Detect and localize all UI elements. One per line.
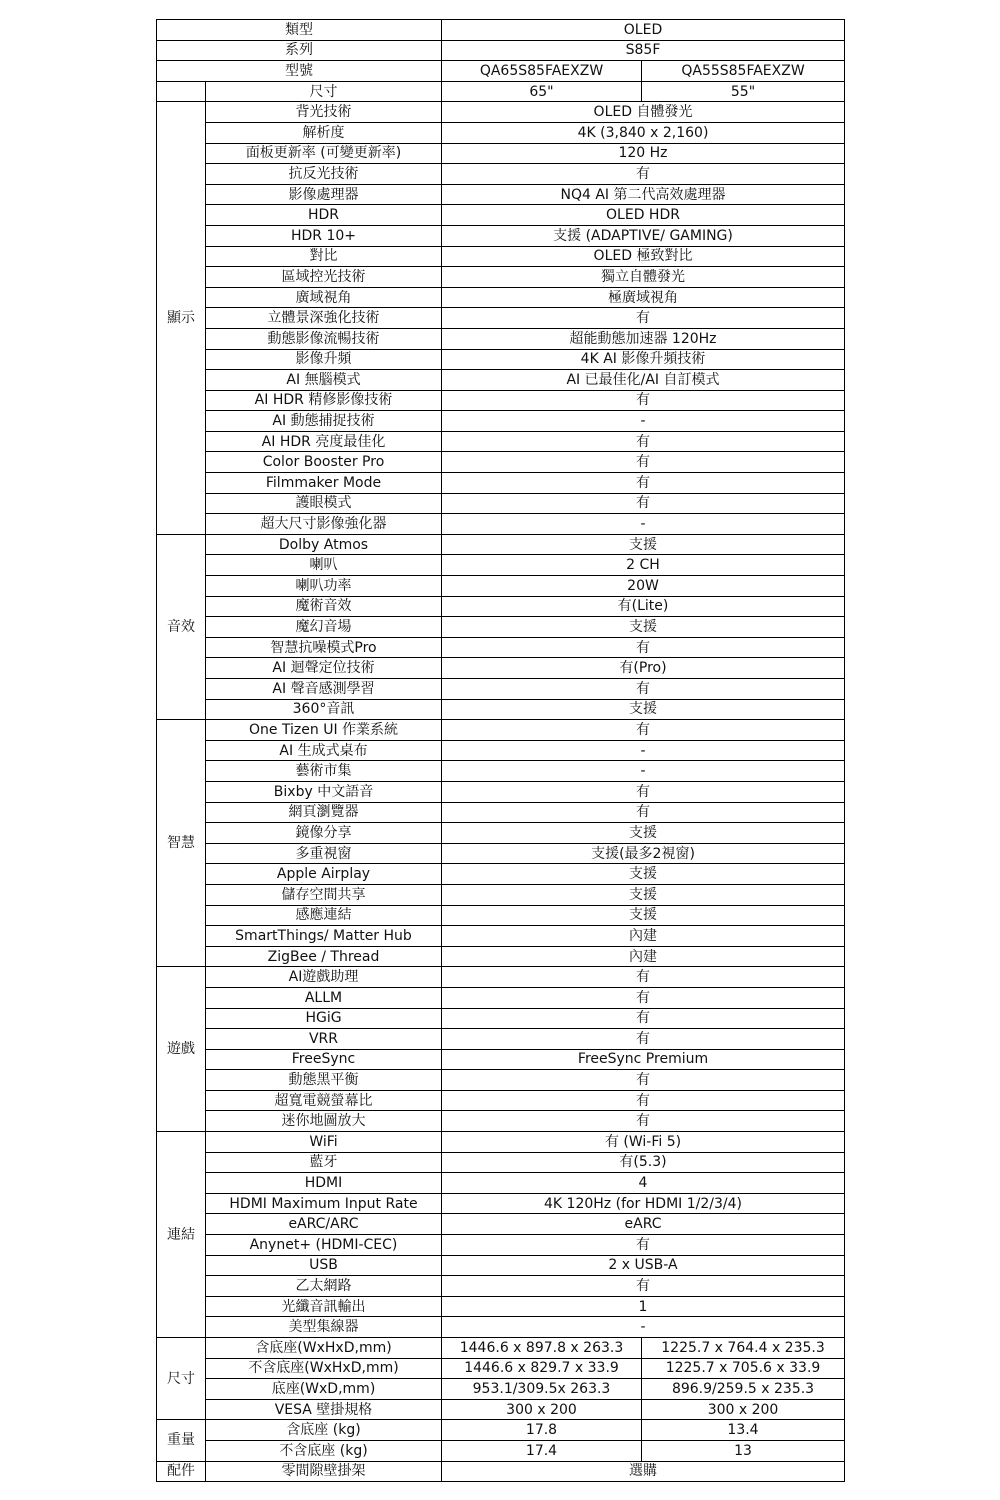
spec-label: HDMI Maximum Input Rate xyxy=(206,1193,442,1214)
category-label: 尺寸 xyxy=(157,1338,206,1420)
spec-value: 選購 xyxy=(442,1461,845,1482)
spec-value: 有 xyxy=(442,637,845,658)
table-row xyxy=(157,1338,845,1359)
table-row xyxy=(157,740,845,761)
spec-label: 護眼模式 xyxy=(206,493,442,514)
spec-label: Filmmaker Mode xyxy=(206,473,442,494)
spec-label: 影像處理器 xyxy=(206,184,442,205)
spec-value: 支援 xyxy=(442,864,845,885)
spec-value: AI 已最佳化/AI 自訂模式 xyxy=(442,370,845,391)
table-row xyxy=(157,40,845,61)
spec-label: 型號 xyxy=(157,61,442,82)
category-label: 遊戲 xyxy=(157,967,206,1132)
spec-label: FreeSync xyxy=(206,1049,442,1070)
table-row xyxy=(157,843,845,864)
table-row xyxy=(157,1214,845,1235)
table-row xyxy=(157,555,845,576)
spec-value: FreeSync Premium xyxy=(442,1049,845,1070)
spec-label: 多重視窗 xyxy=(206,843,442,864)
spec-label: 動態黑平衡 xyxy=(206,1070,442,1091)
spec-value: 有 xyxy=(442,390,845,411)
spec-value: 有(5.3) xyxy=(442,1152,845,1173)
spec-value: OLED xyxy=(442,20,845,41)
category-label: 顯示 xyxy=(157,102,206,534)
table-row xyxy=(157,967,845,988)
spec-value: 有 (Wi-Fi 5) xyxy=(442,1132,845,1153)
category-label: 重量 xyxy=(157,1420,206,1461)
spec-label: eARC/ARC xyxy=(206,1214,442,1235)
table-row xyxy=(157,1255,845,1276)
table-row xyxy=(157,576,845,597)
spec-label: 解析度 xyxy=(206,122,442,143)
table-row xyxy=(157,1029,845,1050)
spec-value: 獨立自體發光 xyxy=(442,267,845,288)
spec-label: 背光技術 xyxy=(206,102,442,123)
spec-value: 有 xyxy=(442,987,845,1008)
table-row xyxy=(157,184,845,205)
spec-label: 含底座(WxHxD,mm) xyxy=(206,1338,442,1359)
spec-label: Bixby 中文語音 xyxy=(206,781,442,802)
spec-value: 支援 xyxy=(442,699,845,720)
spec-label: 區域控光技術 xyxy=(206,267,442,288)
category-label: 配件 xyxy=(157,1461,206,1482)
table-row xyxy=(157,1235,845,1256)
table-row xyxy=(157,761,845,782)
spec-value: OLED HDR xyxy=(442,205,845,226)
spec-label: 360°音訊 xyxy=(206,699,442,720)
table-row xyxy=(157,905,845,926)
spec-label: 超寬電競螢幕比 xyxy=(206,1090,442,1111)
table-row xyxy=(157,884,845,905)
spec-label: AI 迴聲定位技術 xyxy=(206,658,442,679)
table-row xyxy=(157,102,845,123)
spec-value: 17.4 xyxy=(442,1440,642,1461)
spec-value: 極廣域視角 xyxy=(442,287,845,308)
spec-value: 有 xyxy=(442,431,845,452)
spec-value: eARC xyxy=(442,1214,845,1235)
spec-label: 迷你地圖放大 xyxy=(206,1111,442,1132)
spec-label: 動態影像流暢技術 xyxy=(206,328,442,349)
spec-label: 藍牙 xyxy=(206,1152,442,1173)
spec-label: 喇叭 xyxy=(206,555,442,576)
category-blank xyxy=(157,81,206,102)
table-row xyxy=(157,1358,845,1379)
spec-value: 300 x 200 xyxy=(642,1399,845,1420)
spec-label: AI 動態捕捉技術 xyxy=(206,411,442,432)
table-row xyxy=(157,493,845,514)
table-row xyxy=(157,534,845,555)
size-value: 55" xyxy=(642,81,845,102)
spec-value: 有 xyxy=(442,802,845,823)
spec-table-body xyxy=(157,20,845,1482)
spec-value: S85F xyxy=(442,40,845,61)
table-row xyxy=(157,431,845,452)
table-row xyxy=(157,1379,845,1400)
spec-label: 超大尺寸影像強化器 xyxy=(206,514,442,535)
table-row xyxy=(157,1440,845,1461)
spec-value: 2 x USB-A xyxy=(442,1255,845,1276)
table-row xyxy=(157,225,845,246)
spec-label: 美型集線器 xyxy=(206,1317,442,1338)
table-row xyxy=(157,1461,845,1482)
spec-value: 有 xyxy=(442,308,845,329)
spec-value: 1225.7 x 705.6 x 33.9 xyxy=(642,1358,845,1379)
spec-label: AI 聲音感測學習 xyxy=(206,679,442,700)
table-row xyxy=(157,864,845,885)
table-row xyxy=(157,164,845,185)
spec-value: 有 xyxy=(442,164,845,185)
spec-value: OLED 極致對比 xyxy=(442,246,845,267)
table-row xyxy=(157,246,845,267)
spec-label: 魔術音效 xyxy=(206,596,442,617)
spec-label: Dolby Atmos xyxy=(206,534,442,555)
spec-value: 300 x 200 xyxy=(442,1399,642,1420)
spec-value: - xyxy=(442,1317,845,1338)
spec-label: 底座(WxD,mm) xyxy=(206,1379,442,1400)
spec-value: - xyxy=(442,761,845,782)
spec-label: 儲存空間共享 xyxy=(206,884,442,905)
spec-value: 有 xyxy=(442,473,845,494)
spec-value: 支援 (ADAPTIVE/ GAMING) xyxy=(442,225,845,246)
spec-label: Apple Airplay xyxy=(206,864,442,885)
table-row xyxy=(157,1049,845,1070)
table-row xyxy=(157,267,845,288)
spec-value: 有 xyxy=(442,1276,845,1297)
spec-value: 20W xyxy=(442,576,845,597)
table-row xyxy=(157,596,845,617)
table-row xyxy=(157,637,845,658)
table-row xyxy=(157,926,845,947)
table-row xyxy=(157,20,845,41)
spec-label: 藝術市集 xyxy=(206,761,442,782)
table-row xyxy=(157,308,845,329)
spec-label: HDR 10+ xyxy=(206,225,442,246)
table-row xyxy=(157,1008,845,1029)
table-row xyxy=(157,699,845,720)
spec-value: 有 xyxy=(442,1029,845,1050)
spec-label: Anynet+ (HDMI-CEC) xyxy=(206,1235,442,1256)
spec-label: USB xyxy=(206,1255,442,1276)
spec-label: 零間隙壁掛架 xyxy=(206,1461,442,1482)
spec-value: 17.8 xyxy=(442,1420,642,1441)
spec-value: 953.1/309.5x 263.3 xyxy=(442,1379,642,1400)
spec-label: WiFi xyxy=(206,1132,442,1153)
table-row xyxy=(157,658,845,679)
spec-value: 有 xyxy=(442,1111,845,1132)
spec-label: 含底座 (kg) xyxy=(206,1420,442,1441)
spec-table xyxy=(156,19,845,1482)
spec-value: 有 xyxy=(442,1090,845,1111)
table-row xyxy=(157,349,845,370)
spec-value: 有(Pro) xyxy=(442,658,845,679)
spec-value: 支援 xyxy=(442,905,845,926)
spec-value: 896.9/259.5 x 235.3 xyxy=(642,1379,845,1400)
spec-label: 乙太網路 xyxy=(206,1276,442,1297)
spec-value: 1 xyxy=(442,1296,845,1317)
spec-label: VESA 壁掛規格 xyxy=(206,1399,442,1420)
table-row xyxy=(157,205,845,226)
spec-label: 網頁瀏覽器 xyxy=(206,802,442,823)
table-row xyxy=(157,287,845,308)
spec-label: AI遊戲助理 xyxy=(206,967,442,988)
spec-label: 尺寸 xyxy=(206,81,442,102)
table-row xyxy=(157,1420,845,1441)
spec-value: 1446.6 x 829.7 x 33.9 xyxy=(442,1358,642,1379)
spec-label: One Tizen UI 作業系統 xyxy=(206,720,442,741)
spec-label: VRR xyxy=(206,1029,442,1050)
spec-value: 有 xyxy=(442,1235,845,1256)
spec-label: SmartThings/ Matter Hub xyxy=(206,926,442,947)
spec-label: AI HDR 亮度最佳化 xyxy=(206,431,442,452)
spec-value: 120 Hz xyxy=(442,143,845,164)
table-row xyxy=(157,370,845,391)
spec-label: 光纖音訊輸出 xyxy=(206,1296,442,1317)
spec-value: 有 xyxy=(442,1070,845,1091)
spec-label: 智慧抗噪模式Pro xyxy=(206,637,442,658)
table-row xyxy=(157,122,845,143)
spec-value: - xyxy=(442,514,845,535)
table-row xyxy=(157,1111,845,1132)
table-row xyxy=(157,802,845,823)
spec-value: 支援 xyxy=(442,884,845,905)
spec-value: NQ4 AI 第二代高效處理器 xyxy=(442,184,845,205)
spec-value: OLED 自體發光 xyxy=(442,102,845,123)
spec-value: 有 xyxy=(442,452,845,473)
spec-label: AI HDR 精修影像技術 xyxy=(206,390,442,411)
spec-value: 4K AI 影像升頻技術 xyxy=(442,349,845,370)
spec-label: 類型 xyxy=(157,20,442,41)
spec-label: HDR xyxy=(206,205,442,226)
spec-value: 4K 120Hz (for HDMI 1/2/3/4) xyxy=(442,1193,845,1214)
spec-label: 不含底座 (kg) xyxy=(206,1440,442,1461)
spec-label: AI 無腦模式 xyxy=(206,370,442,391)
table-row xyxy=(157,679,845,700)
spec-value: - xyxy=(442,740,845,761)
spec-label: Color Booster Pro xyxy=(206,452,442,473)
table-row xyxy=(157,1173,845,1194)
table-row xyxy=(157,1132,845,1153)
table-row xyxy=(157,328,845,349)
table-row xyxy=(157,1317,845,1338)
table-row xyxy=(157,143,845,164)
spec-value: 有 xyxy=(442,679,845,700)
category-label: 連結 xyxy=(157,1132,206,1338)
spec-value: 支援 xyxy=(442,617,845,638)
spec-label: 不含底座(WxHxD,mm) xyxy=(206,1358,442,1379)
table-row xyxy=(157,390,845,411)
spec-label: ALLM xyxy=(206,987,442,1008)
spec-label: HGiG xyxy=(206,1008,442,1029)
spec-label: 立體景深強化技術 xyxy=(206,308,442,329)
table-row xyxy=(157,781,845,802)
spec-value: 有 xyxy=(442,720,845,741)
model-name: QA65S85FAEXZW xyxy=(442,61,642,82)
table-row xyxy=(157,1193,845,1214)
table-row xyxy=(157,61,845,82)
table-row xyxy=(157,473,845,494)
spec-value: 內建 xyxy=(442,926,845,947)
spec-label: 面板更新率 (可變更新率) xyxy=(206,143,442,164)
spec-value: 1446.6 x 897.8 x 263.3 xyxy=(442,1338,642,1359)
spec-value: 13.4 xyxy=(642,1420,845,1441)
spec-label: AI 生成式桌布 xyxy=(206,740,442,761)
spec-value: 4 xyxy=(442,1173,845,1194)
spec-value: 2 CH xyxy=(442,555,845,576)
size-value: 65" xyxy=(442,81,642,102)
table-row xyxy=(157,720,845,741)
spec-label: 廣域視角 xyxy=(206,287,442,308)
spec-label: ZigBee / Thread xyxy=(206,946,442,967)
spec-value: 4K (3,840 x 2,160) xyxy=(442,122,845,143)
table-row xyxy=(157,1276,845,1297)
spec-value: 內建 xyxy=(442,946,845,967)
spec-value: 支援(最多2視窗) xyxy=(442,843,845,864)
table-row xyxy=(157,823,845,844)
spec-value: 有 xyxy=(442,493,845,514)
spec-label: 抗反光技術 xyxy=(206,164,442,185)
table-row xyxy=(157,514,845,535)
model-name: QA55S85FAEXZW xyxy=(642,61,845,82)
category-label: 音效 xyxy=(157,534,206,719)
spec-label: 影像升頻 xyxy=(206,349,442,370)
table-row xyxy=(157,1090,845,1111)
spec-value: 有 xyxy=(442,781,845,802)
table-row xyxy=(157,1070,845,1091)
spec-label: HDMI xyxy=(206,1173,442,1194)
table-row xyxy=(157,1399,845,1420)
spec-label: 對比 xyxy=(206,246,442,267)
spec-value: 支援 xyxy=(442,823,845,844)
category-label: 智慧 xyxy=(157,720,206,967)
spec-label: 系列 xyxy=(157,40,442,61)
spec-value: 超能動態加速器 120Hz xyxy=(442,328,845,349)
table-row xyxy=(157,987,845,1008)
spec-label: 魔幻音場 xyxy=(206,617,442,638)
table-row xyxy=(157,81,845,102)
spec-value: 13 xyxy=(642,1440,845,1461)
table-row xyxy=(157,1296,845,1317)
spec-value: 1225.7 x 764.4 x 235.3 xyxy=(642,1338,845,1359)
spec-value: 有 xyxy=(442,1008,845,1029)
table-row xyxy=(157,946,845,967)
spec-label: 喇叭功率 xyxy=(206,576,442,597)
spec-value: 有(Lite) xyxy=(442,596,845,617)
table-row xyxy=(157,617,845,638)
table-row xyxy=(157,411,845,432)
spec-value: - xyxy=(442,411,845,432)
table-row xyxy=(157,1152,845,1173)
spec-value: 支援 xyxy=(442,534,845,555)
spec-label: 鏡像分享 xyxy=(206,823,442,844)
spec-label: 感應連結 xyxy=(206,905,442,926)
spec-value: 有 xyxy=(442,967,845,988)
table-row xyxy=(157,452,845,473)
